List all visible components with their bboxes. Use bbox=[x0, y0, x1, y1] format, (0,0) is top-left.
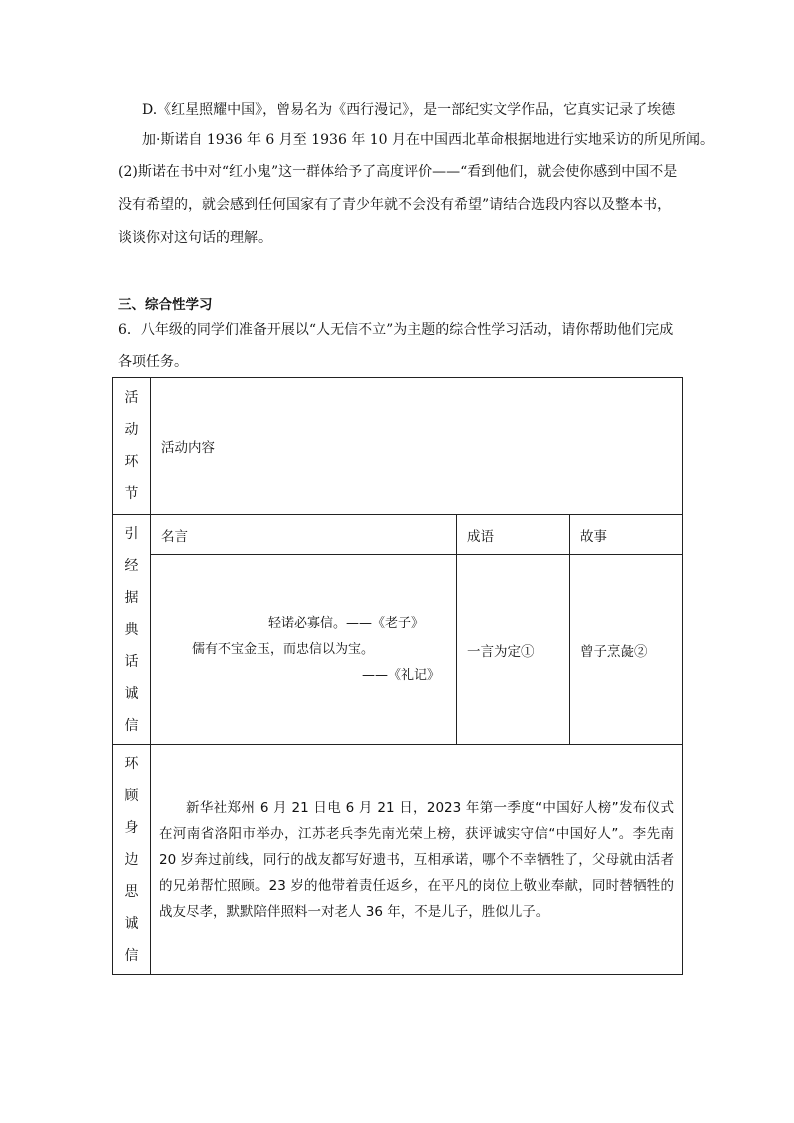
news-cell bbox=[151, 745, 683, 975]
question-2-line-1: (2)斯诺在书中对“红小鬼”这一群体给予了高度评价——“看到他们，就会使你感到中国不是 bbox=[118, 164, 678, 180]
header-content-label: 活动内容 bbox=[161, 440, 215, 456]
quote-cell bbox=[151, 555, 457, 745]
row1-stage-cell bbox=[113, 515, 151, 745]
table-row bbox=[113, 555, 683, 745]
question-2-line-2: 没有希望的，就会感到任何国家有了青少年就不会没有希望”请结合选段内容以及整本书， bbox=[118, 197, 672, 213]
header-stage-cell bbox=[113, 378, 151, 515]
col-idiom-header bbox=[457, 515, 570, 555]
table-subheader-row bbox=[113, 515, 683, 555]
col-quote-header bbox=[151, 515, 457, 555]
col-quote-label: 名言 bbox=[161, 528, 188, 545]
section-heading: 三、综合性学习 bbox=[118, 297, 213, 313]
news-paragraph: 新华社郑州 6 月 21 日电 6 月 21 日，2023 年第一季度“中国好人榜”发布仪式在河南省洛阳市举办，江苏老兵李先南光荣上榜，获评诚实守信“中国好人”。李先南 20 岁奔过前线，同行的战友都写好遗书，互相承诺，哪个不幸牺牲了，父母就由活者的兄弟帮忙照顾。23 岁的他带着责任返乡，在平凡的岗位上敬业奉献，同时替牺牲的战友尽孝，默默陪伴照料一对老人 36 年，不是儿子，胜似儿子。 bbox=[159, 799, 674, 920]
header-stage-label: 活动环节 bbox=[124, 390, 139, 502]
row1-stage-label: 引经据典话诚信 bbox=[124, 525, 139, 734]
quote-laozi: 轻诺必寡信。——《老子》 bbox=[268, 615, 425, 631]
idiom-cell bbox=[457, 555, 570, 745]
col-story-label: 故事 bbox=[580, 528, 607, 545]
question-6-line-1: 6．八年级的同学们准备开展以“人无信不立”为主题的综合性学习活动，请你帮助他们完成 bbox=[118, 322, 674, 338]
table-header-row bbox=[113, 378, 683, 515]
row2-stage-label: 环顾身边思诚信 bbox=[124, 755, 139, 964]
row2-stage-cell bbox=[113, 745, 151, 975]
table-row bbox=[113, 745, 683, 975]
activity-table bbox=[112, 377, 683, 975]
option-d-line-2: 加·斯诺自 1936 年 6 月至 1936 年 10 月在中国西北革命根据地进行实地采访的所见所闻。 bbox=[142, 132, 715, 148]
option-d-line-1: D.《红星照耀中国》，曾易名为《西行漫记》，是一部纪实文学作品，它真实记录了埃德 bbox=[142, 102, 676, 118]
col-story-header bbox=[570, 515, 683, 555]
question-2-line-3: 谈谈你对这句话的理解。 bbox=[118, 230, 272, 246]
quote-liji: 儒有不宝金玉，而忠信以为宝。 bbox=[192, 641, 375, 657]
header-content-cell bbox=[151, 378, 683, 515]
story-value: 曾子烹彘② bbox=[580, 643, 648, 660]
story-cell bbox=[570, 555, 683, 745]
idiom-value: 一言为定① bbox=[467, 643, 535, 660]
col-idiom-label: 成语 bbox=[467, 528, 494, 545]
quote-liji-source: ——《礼记》 bbox=[362, 667, 441, 683]
question-6-line-2: 各项任务。 bbox=[118, 354, 188, 370]
